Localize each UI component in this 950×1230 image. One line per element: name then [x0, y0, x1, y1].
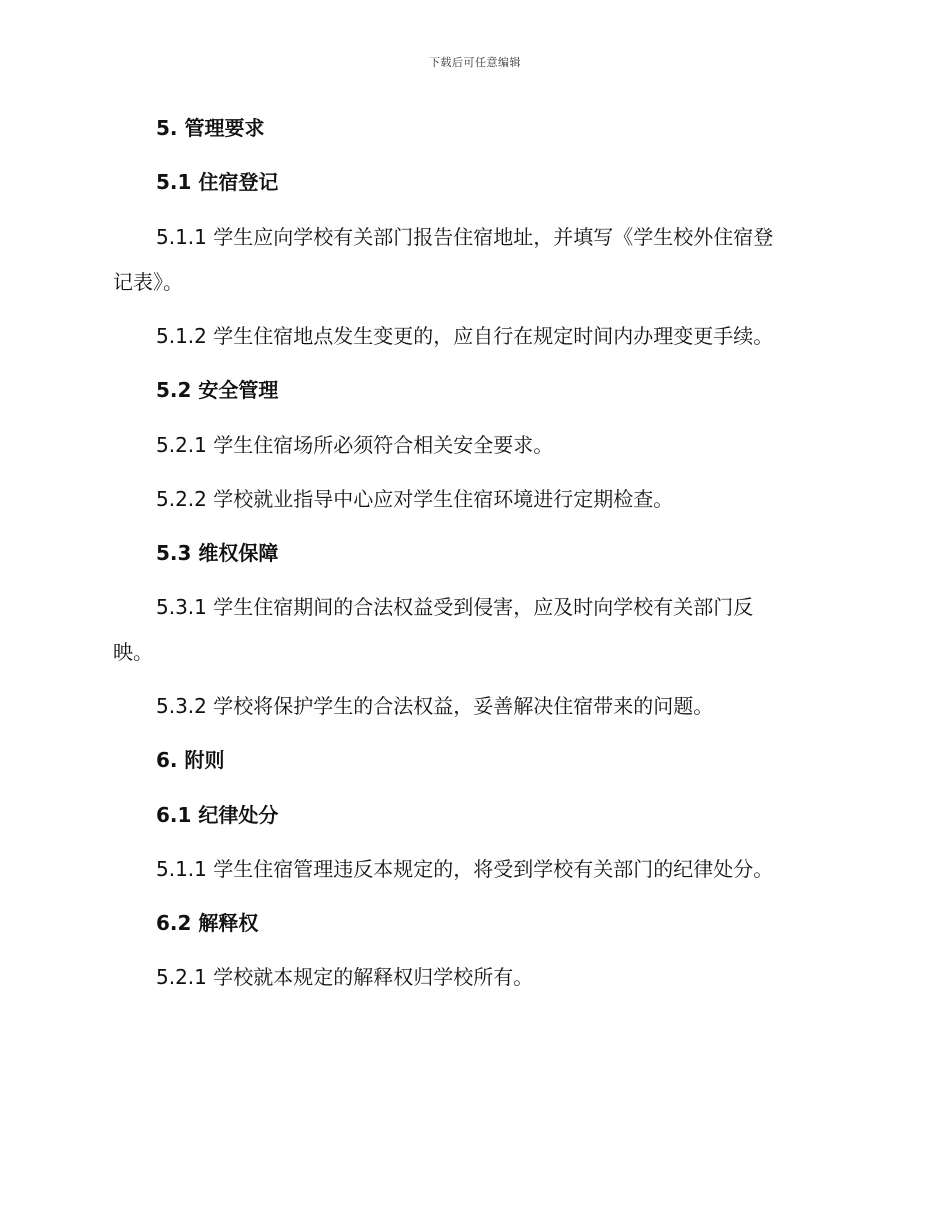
paragraph-5-2-2: 5.2.2 学校就业指导中心应对学生住宿环境进行定期检查。	[156, 487, 674, 511]
paragraph-5-1-1: 5.1.1 学生应向学校有关部门报告住宿地址，并填写《学生校外住宿登	[156, 225, 774, 249]
paragraph-5-3-2: 5.3.2 学校将保护学生的合法权益，妥善解决住宿带来的问题。	[156, 694, 714, 718]
section-heading-5: 5. 管理要求	[156, 116, 265, 140]
page-header: 下载后可任意编辑	[429, 56, 521, 69]
section-heading-6: 6. 附则	[156, 748, 225, 772]
paragraph-6-1-1: 5.1.1 学生住宿管理违反本规定的，将受到学校有关部门的纪律处分。	[156, 857, 774, 881]
paragraph-5-2-1: 5.2.1 学生住宿场所必须符合相关安全要求。	[156, 433, 554, 457]
paragraph-6-2-1: 5.2.1 学校就本规定的解释权归学校所有。	[156, 965, 534, 989]
section-heading-5-2: 5.2 安全管理	[156, 378, 279, 402]
section-heading-6-2: 6.2 解释权	[156, 911, 259, 935]
paragraph-5-1-2: 5.1.2 学生住宿地点发生变更的，应自行在规定时间内办理变更手续。	[156, 324, 774, 348]
section-heading-6-1: 6.1 纪律处分	[156, 803, 279, 827]
section-heading-5-3: 5.3 维权保障	[156, 541, 279, 565]
paragraph-5-3-1-continued: 映。	[113, 640, 153, 664]
section-heading-5-1: 5.1 住宿登记	[156, 170, 279, 194]
paragraph-5-3-1: 5.3.1 学生住宿期间的合法权益受到侵害，应及时向学校有关部门反	[156, 595, 754, 619]
paragraph-5-1-1-continued: 记表》。	[113, 270, 183, 294]
